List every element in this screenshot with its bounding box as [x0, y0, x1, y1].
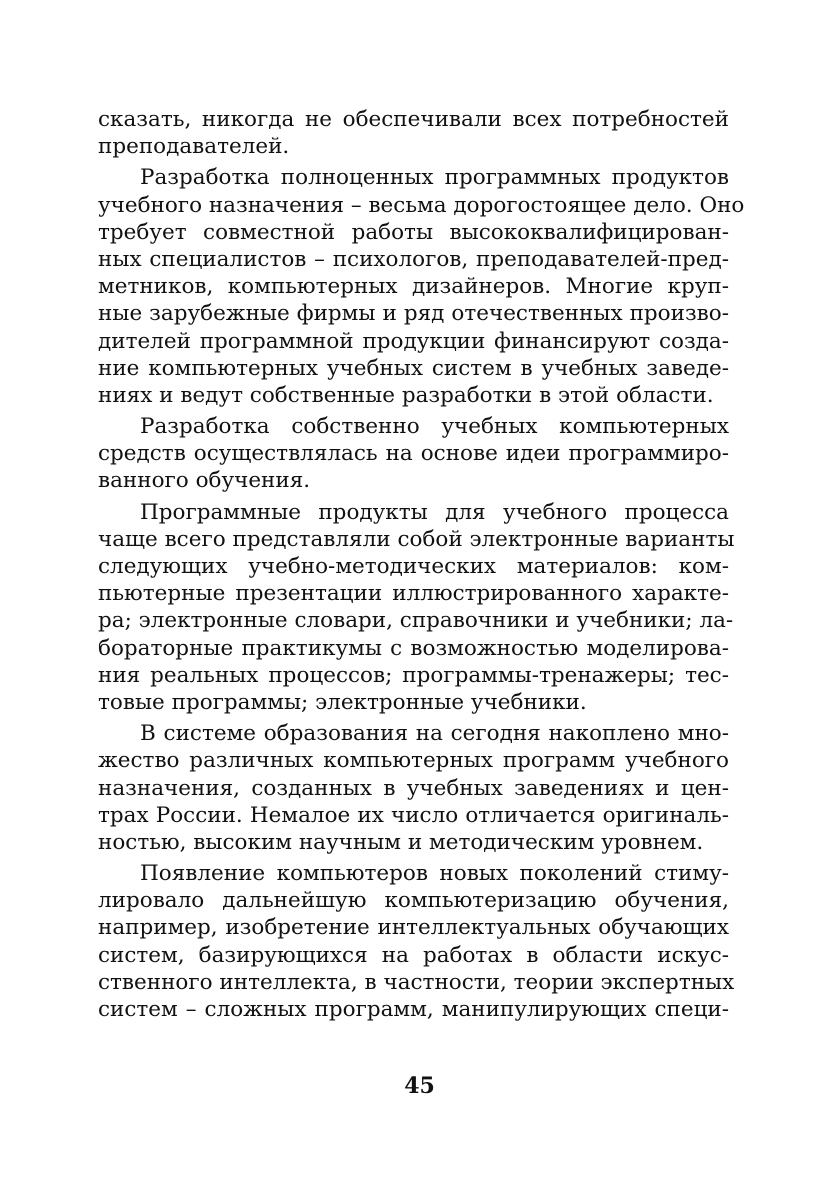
- paragraph: [98, 106, 729, 160]
- text-line: бораторные практикумы с возможностью моделирова-: [98, 635, 729, 661]
- paragraph: [98, 860, 735, 1023]
- text-line: пьютерные презентации иллюстрированного характе-: [98, 581, 729, 607]
- text-line: лировало дальнейшую компьютеризацию обучения,: [98, 888, 729, 914]
- text-line: жество различных компьютерных программ учебного: [98, 748, 729, 774]
- text-line: ния реальных процессов; программы-тренажеры; тес-: [98, 662, 729, 688]
- text-line: Программные продукты для учебного процесса: [140, 499, 729, 525]
- text-line: Разработка полноценных программных продуктов: [140, 165, 729, 191]
- text-line: ра; электронные словари, справочники и учебники; ла-: [98, 608, 734, 634]
- text-line: средств осуществлялась на основе идеи программиро-: [98, 441, 729, 467]
- body-text: [98, 106, 745, 1023]
- text-line: чаще всего представляли собой электронные варианты: [98, 526, 735, 552]
- text-line: ние компьютерных учебных систем в учебных заведе-: [98, 355, 729, 381]
- text-line: сказать, никогда не обеспечивали всех потребностей: [98, 107, 729, 132]
- text-line: назначения, созданных в учебных заведениях и цен-: [98, 775, 729, 801]
- text-line: трах России. Немалое их число отличается оригиналь-: [98, 802, 729, 828]
- text-line: ванного обучения.: [98, 468, 311, 494]
- text-line: преподавателей.: [98, 134, 290, 160]
- text-line: систем – сложных программ, манипулирующих специ-: [98, 997, 729, 1022]
- text-line: Разработка собственно учебных компьютерных: [140, 414, 729, 440]
- text-line: например, изобретение интеллектуальных обучающих: [98, 915, 729, 941]
- text-line: систем, базирующихся на работах в области искус-: [98, 942, 729, 968]
- paragraph: [98, 164, 745, 409]
- text-line: Появление компьютеров новых поколений стиму-: [140, 861, 729, 887]
- text-line: ниях и ведут собственные разработки в этой области.: [98, 382, 714, 408]
- paragraph: [98, 499, 735, 717]
- paragraph: [98, 413, 729, 495]
- text-line: следующих учебно-методических материалов: ком-: [98, 554, 729, 579]
- text-line: товые программы; электронные учебники.: [98, 689, 587, 715]
- text-line: ственного интеллекта, в частности, теории экспертных: [98, 969, 735, 995]
- text-line: В системе образования на сегодня накоплено мно-: [140, 721, 729, 747]
- text-line: требует совместной работы высококвалифицирован-: [98, 219, 729, 245]
- text-line: ностью, высоким научным и методическим уровнем.: [98, 829, 704, 855]
- text-line: ные зарубежные фирмы и ряд отечественных произво-: [98, 301, 729, 327]
- text-line: метников, компьютерных дизайнеров. Многие круп-: [98, 274, 729, 300]
- page-number: 45: [404, 1073, 435, 1099]
- text-line: дителей программной продукции финансируют созда-: [98, 328, 729, 354]
- text-line: ных специалистов – психологов, преподавателей-пред-: [98, 246, 729, 272]
- text-line: учебного назначения – весьма дорогостоящее дело. Оно: [98, 192, 745, 218]
- paragraph: [98, 720, 729, 856]
